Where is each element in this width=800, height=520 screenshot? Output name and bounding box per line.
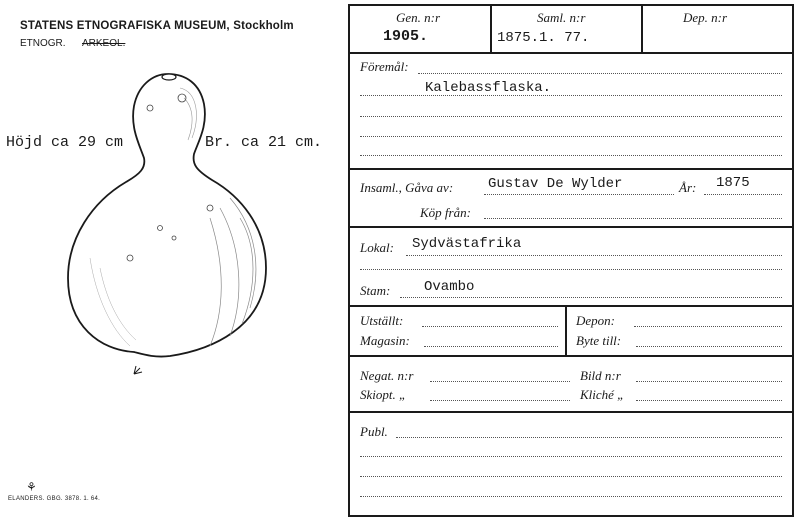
publ-line-3 <box>360 476 782 477</box>
insaml-line <box>484 194 674 195</box>
foremal-label: Föremål: <box>360 59 409 74</box>
museum-city: Stockholm <box>233 20 294 32</box>
lokal-label: Lokal: <box>360 240 394 255</box>
utstallt-depon-divider <box>565 305 567 355</box>
ar-line <box>704 194 782 195</box>
stam-label: Stam: <box>360 283 391 298</box>
stam-value: Ovambo <box>424 279 475 295</box>
panel-top-border <box>348 4 794 6</box>
panel-left-border <box>348 4 350 516</box>
divider-insaml <box>348 226 794 228</box>
saml-label: Saml. n:r <box>537 10 586 25</box>
department-arkeol-struck: ARKEOL. <box>82 38 126 49</box>
kop-line <box>484 218 782 219</box>
insaml-label: Insaml., Gåva av: <box>360 180 454 195</box>
width-dimension: Br. ca 21 cm. <box>205 134 323 151</box>
divider-header <box>348 52 794 54</box>
divider-utstallt <box>348 355 794 357</box>
museum-title: STATENS ETNOGRAFISKA MUSEUM, <box>20 20 230 32</box>
panel-right-border <box>792 4 794 516</box>
museum-name <box>20 20 294 32</box>
publ-line-2 <box>360 456 782 457</box>
printer-imprint: ELANDERS. GBG. 3878. 1. 64. <box>8 496 101 502</box>
gen-saml-divider <box>490 4 492 52</box>
divider-foremal <box>348 168 794 170</box>
magasin-label: Magasin: <box>360 333 410 348</box>
lokal-line-1 <box>406 255 782 256</box>
stam-line <box>400 297 782 298</box>
foremal-value: Kalebassflaska. <box>425 80 552 96</box>
utstallt-label: Utställt: <box>360 313 404 328</box>
utstallt-line <box>422 326 558 327</box>
printer-logo-icon: ⚘ <box>26 480 37 494</box>
byte-label: Byte till: <box>576 333 622 348</box>
negat-label: Negat. n:r <box>360 368 414 383</box>
panel-bottom-border <box>348 515 794 517</box>
skiopt-line <box>430 400 570 401</box>
magasin-line <box>424 346 558 347</box>
gen-label: Gen. n:r <box>396 10 441 25</box>
ar-value: 1875 <box>716 175 750 191</box>
foremal-line-2 <box>360 95 782 96</box>
divider-negat <box>348 411 794 413</box>
publ-line-1 <box>396 437 782 438</box>
publ-label: Publ. <box>360 424 388 439</box>
height-dimension: Höjd ca 29 cm <box>6 134 124 151</box>
foremal-line-3 <box>360 116 782 117</box>
depon-line <box>634 326 782 327</box>
foremal-line-4 <box>360 136 782 137</box>
byte-line <box>636 346 782 347</box>
kliche-line <box>636 400 782 401</box>
lokal-value: Sydvästafrika <box>412 236 522 252</box>
gourd-illustration <box>60 68 280 378</box>
publ-line-4 <box>360 496 782 497</box>
department-etnogr: ETNOGR. <box>20 38 66 49</box>
saml-dep-divider <box>641 4 643 52</box>
kop-label: Köp från: <box>420 205 471 220</box>
foremal-line-1 <box>418 73 782 74</box>
gen-value: 1905. <box>383 28 429 45</box>
saml-value: 1875.1. 77. <box>497 30 590 46</box>
ar-label: År: <box>679 180 697 195</box>
depon-label: Depon: <box>576 313 615 328</box>
insaml-value: Gustav De Wylder <box>488 176 623 192</box>
skiopt-label: Skiopt. „ <box>360 387 407 402</box>
foremal-line-5 <box>360 155 782 156</box>
divider-stam <box>348 305 794 307</box>
bild-line <box>636 381 782 382</box>
bild-label: Bild n:r <box>580 368 621 383</box>
kliche-label: Kliché „ <box>580 387 625 402</box>
dep-label: Dep. n:r <box>683 10 728 25</box>
negat-line <box>430 381 570 382</box>
lokal-line-2 <box>360 269 782 270</box>
